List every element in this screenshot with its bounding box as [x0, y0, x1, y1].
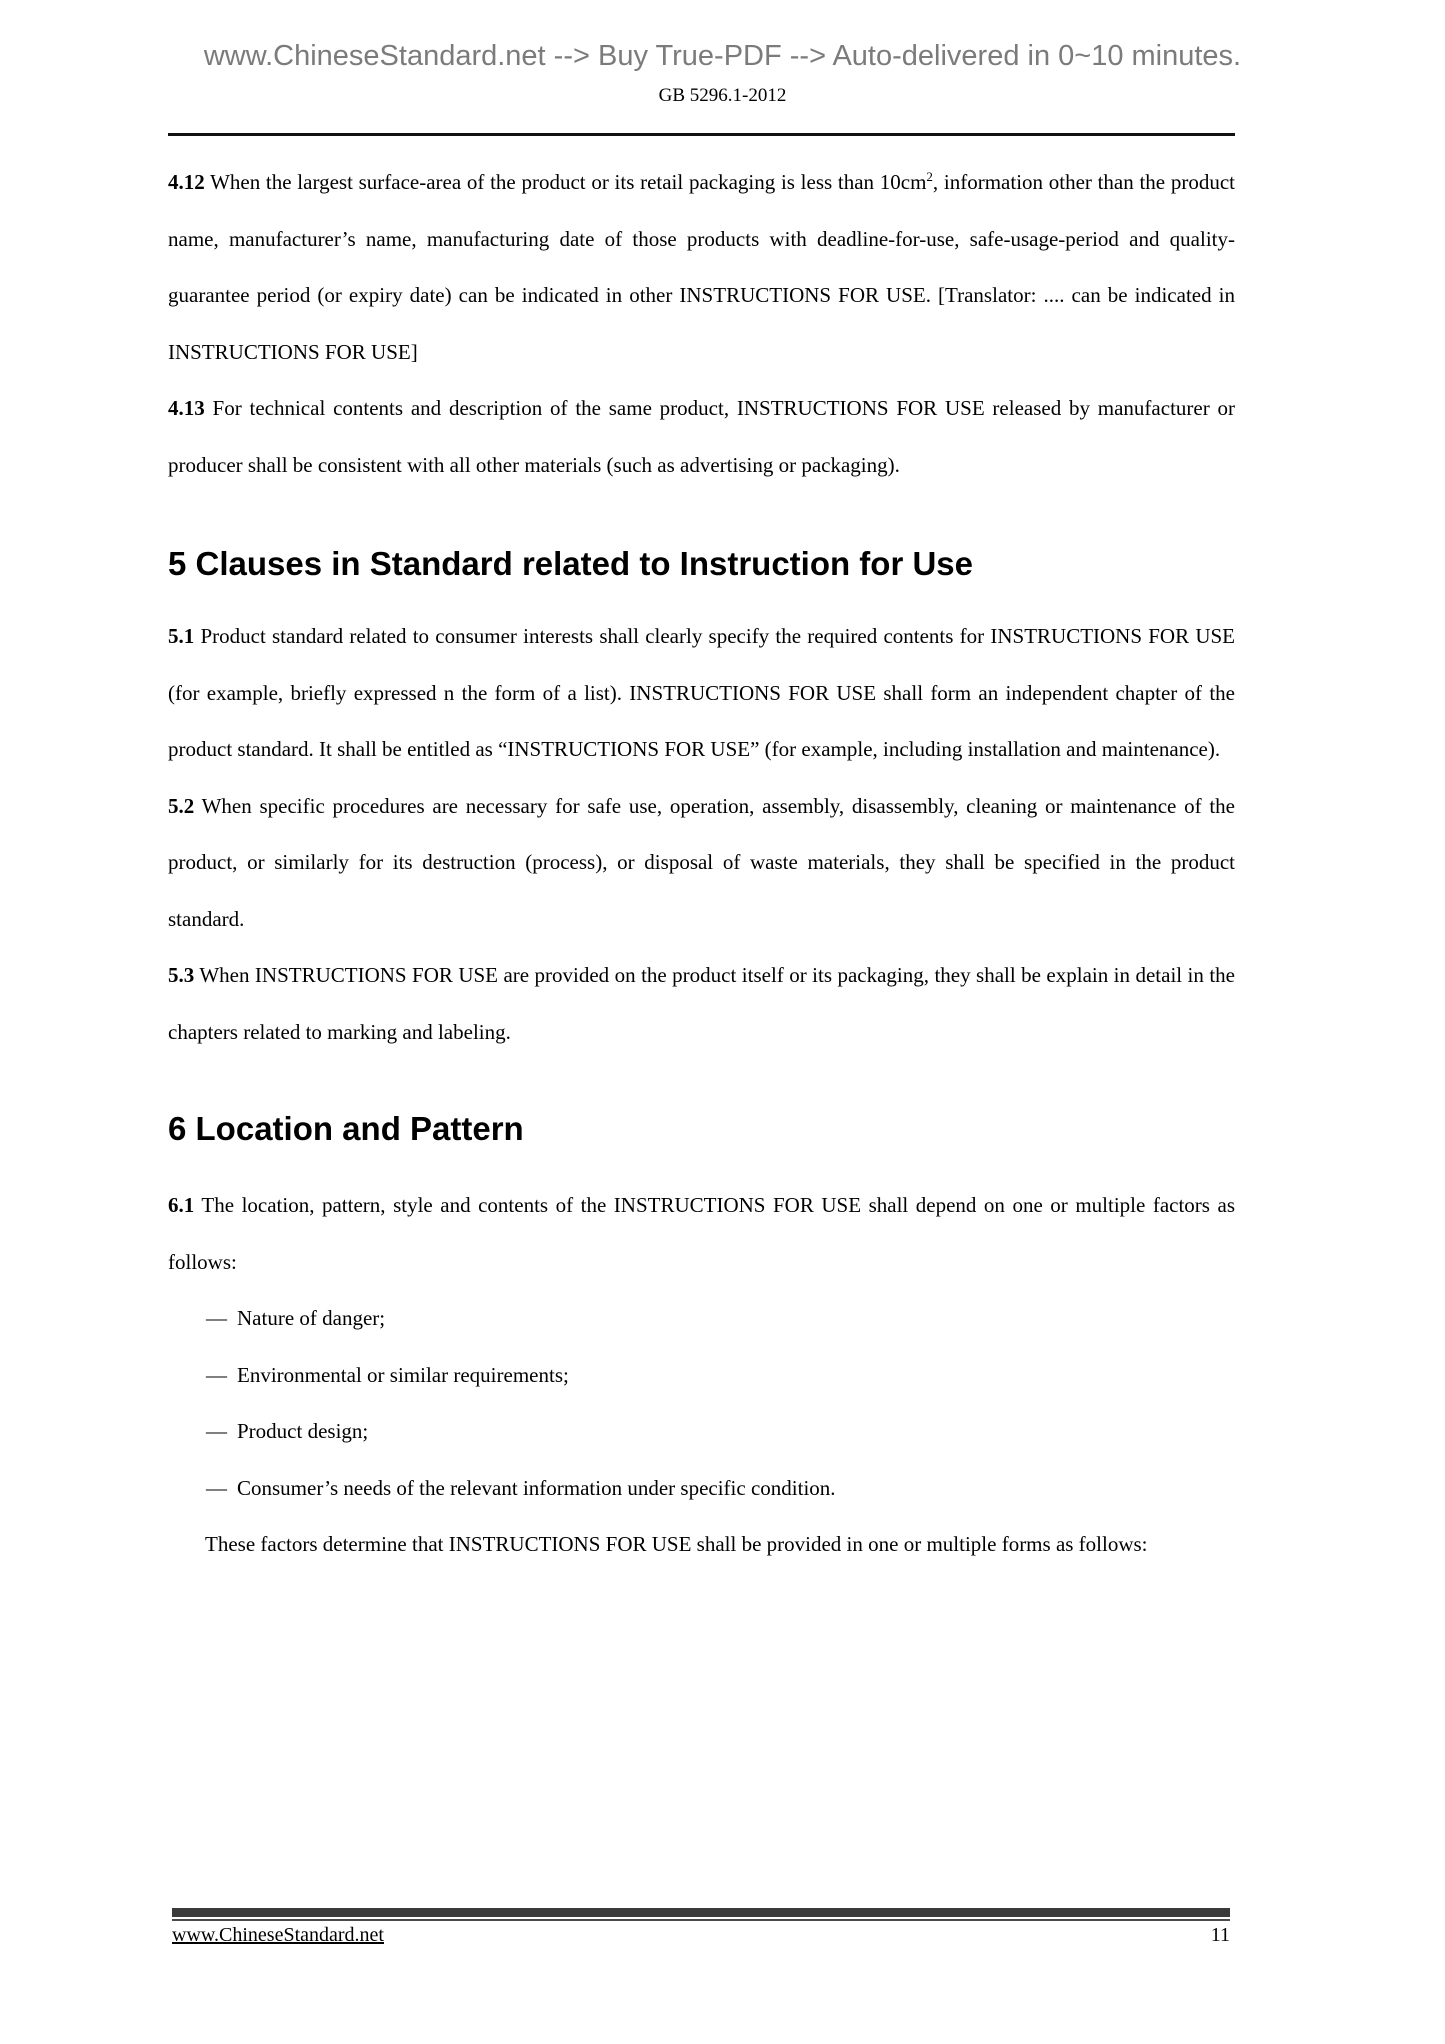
section-heading-6: 6 Location and Pattern: [168, 1110, 524, 1147]
clause-text: , information other than the product name, manufacturer’s name, manufacturing date of those products with deadline-for-use, safe-usage-period and quality-guarantee period (or expiry date) can be indicated in other INSTRUCTIONS FOR USE. [Translator: .... can be indicated in INSTRUCTIONS FOR USE]: [168, 170, 1235, 364]
doc-code: GB 5296.1-2012: [658, 85, 787, 106]
clause-text: Product standard related to consumer interests shall clearly specify the required contents for INSTRUCTIONS FOR USE (for example, briefly expressed n the form of a list). INSTRUCTIONS FOR USE shall form an independent chapter of the product standard. It shall be entitled as “INSTRUCTIONS FOR USE” (for example, including installation and maintenance).: [168, 624, 1235, 761]
paragraph-5-2: [168, 778, 1235, 948]
clause-number: 5.1: [168, 624, 195, 648]
paragraph-5-1: [168, 608, 1235, 778]
page-content: [168, 133, 1235, 1573]
paragraph-4-12: [168, 154, 1235, 380]
clause-number: 4.12: [168, 170, 205, 194]
list-item-text: Nature of danger;: [237, 1306, 386, 1330]
list-item-text: Environmental or similar requirements;: [237, 1362, 569, 1387]
header-rule: [168, 133, 1235, 136]
clause-number: 6.1: [168, 1193, 195, 1217]
clause-text: When specific procedures are necessary for safe use, operation, assembly, disassembly, cleaning or maintenance of the product, or similarly for its destruction (process), or disposal of waste materials, they shall be specified in the product standard.: [168, 793, 1235, 931]
paragraph-closing: These factors determine that INSTRUCTIONS FOR USE shall be provided in one or multiple forms as follows:: [205, 1532, 1148, 1556]
section-heading-5: 5 Clauses in Standard related to Instruction for Use: [168, 545, 974, 582]
page-footer: [172, 1908, 1230, 1948]
clause-number: 5.3: [168, 963, 195, 987]
paragraph-5-3: [168, 947, 1235, 1060]
clause-text: When the largest surface-area of the product or its retail packaging is less than 10cm: [204, 170, 927, 194]
clause-text: When INSTRUCTIONS FOR USE are provided on the product itself or its packaging, they shall be explain in detail in the chapters related to marking and labeling.: [168, 963, 1235, 1044]
footer-bar: [172, 1908, 1230, 1917]
list-item: [168, 1290, 1235, 1347]
page-number: 11: [1210, 1924, 1230, 1946]
list-item-text: Consumer’s needs of the relevant information under specific condition.: [237, 1475, 836, 1500]
paragraph-4-13: [168, 380, 1235, 493]
list-dash: —: [206, 1419, 227, 1443]
list-item: [168, 1460, 1235, 1517]
footer-row: [172, 1922, 1230, 1948]
list-dash: —: [206, 1362, 227, 1387]
clause-number: 5.2: [168, 793, 195, 818]
list-item: [168, 1403, 1235, 1460]
clause-text: For technical contents and description of the same product, INSTRUCTIONS FOR USE released by manufacturer or producer shall be consistent with all other materials (such as advertising or packaging).: [168, 396, 1235, 477]
paragraph-6-1: [168, 1177, 1235, 1290]
superscript: 2: [926, 169, 933, 184]
list-dash: —: [206, 1306, 227, 1330]
list-item-text: Product design;: [237, 1419, 369, 1443]
clause-number: 4.13: [168, 396, 205, 420]
clause-text: The location, pattern, style and contents of the INSTRUCTIONS FOR USE shall depend on one or multiple factors as follows:: [168, 1193, 1235, 1274]
list-item: [168, 1347, 1235, 1404]
header-promo-text: www.ChineseStandard.net --> Buy True-PDF --> Auto-delivered in 0~10 minutes.: [203, 40, 1242, 72]
list-dash: —: [206, 1475, 227, 1500]
footer-site-link[interactable]: www.ChineseStandard.net: [172, 1924, 384, 1946]
footer-bar-thin: [172, 1919, 1230, 1921]
